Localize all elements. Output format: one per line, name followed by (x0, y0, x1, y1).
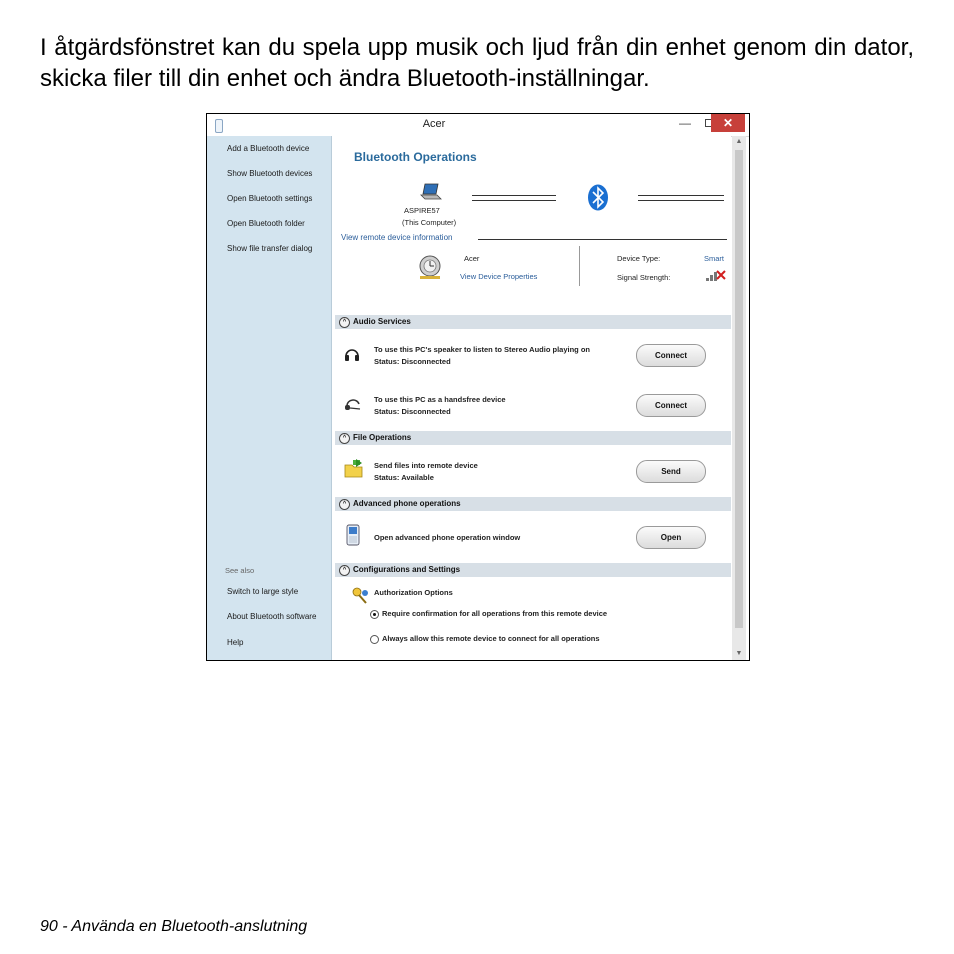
minimize-button[interactable]: — (679, 116, 691, 130)
section-file-operations[interactable] (335, 431, 731, 445)
window-title: Acer (422, 118, 446, 130)
sidebar-item-file-transfer[interactable]: Show file transfer dialog (227, 244, 313, 253)
headphones-icon (344, 345, 360, 363)
signal-strength-label: Signal Strength: (617, 273, 671, 282)
scroll-down-icon[interactable]: ▼ (735, 650, 743, 657)
authorization-icon (350, 587, 370, 605)
bluetooth-icon (587, 184, 609, 211)
option-always-allow[interactable]: Always allow this remote device to connect for all operations (382, 634, 600, 643)
sidebar-item-large-style[interactable]: Switch to large style (227, 587, 299, 596)
page-title: Bluetooth Operations (354, 150, 477, 164)
collapse-icon[interactable]: ^ (339, 499, 350, 510)
laptop-icon (420, 183, 442, 201)
computer-sublabel: (This Computer) (402, 218, 457, 227)
device-type-value: Smart (704, 254, 725, 263)
connection-line (472, 200, 556, 201)
stereo-audio-status: Status: Disconnected (374, 357, 451, 366)
section-label: Configurations and Settings (353, 565, 461, 574)
intro-paragraph: I åtgärdsfönstret kan du spela upp musik och ljud från din enhet genom din dator, skicka filer till din enhet och ändra Bluetooth-inställningar. (40, 34, 914, 92)
computer-name: ASPIRE57 (404, 206, 440, 215)
sidebar-item-help[interactable]: Help (227, 638, 244, 647)
main-content (332, 136, 731, 660)
sidebar-item-add-device[interactable]: Add a Bluetooth device (227, 144, 310, 153)
scroll-thumb[interactable] (735, 150, 743, 628)
headset-icon (344, 396, 362, 412)
section-label: Advanced phone operations (353, 499, 461, 508)
sidebar-item-open-settings[interactable]: Open Bluetooth settings (227, 194, 313, 203)
collapse-icon[interactable]: ^ (339, 433, 350, 444)
connection-line (638, 195, 724, 196)
send-files-status: Status: Available (374, 473, 434, 482)
sidebar (207, 136, 332, 660)
section-advanced-phone[interactable] (335, 497, 731, 511)
remote-device-name: Acer (464, 254, 480, 263)
collapse-icon[interactable]: ^ (339, 565, 350, 576)
page-footer: 90 - Använda en Bluetooth-anslutning (40, 918, 308, 935)
divider-line (478, 239, 727, 240)
divider-line (579, 246, 580, 286)
title-bar (207, 114, 749, 137)
section-label: File Operations (353, 433, 412, 442)
open-phone-window-button[interactable]: Open (636, 526, 706, 549)
send-files-title: Send files into remote device (374, 461, 478, 470)
radio-require-confirmation[interactable] (370, 610, 379, 619)
stereo-audio-title: To use this PC's speaker to listen to Stereo Audio playing on (374, 345, 590, 354)
advanced-phone-title: Open advanced phone operation window (374, 533, 521, 542)
send-button[interactable]: Send (636, 460, 706, 483)
sidebar-item-about[interactable]: About Bluetooth software (227, 612, 317, 621)
collapse-icon[interactable]: ^ (339, 317, 350, 328)
bluetooth-window (206, 113, 750, 661)
send-files-icon (344, 459, 364, 479)
sidebar-item-show-devices[interactable]: Show Bluetooth devices (227, 169, 313, 178)
option-require-confirmation[interactable]: Require confirmation for all operations from this remote device (382, 609, 608, 618)
scroll-up-icon[interactable]: ▲ (735, 138, 743, 145)
remote-device-icon (416, 251, 446, 281)
view-remote-info-link[interactable]: View remote device information (341, 233, 453, 242)
vertical-scrollbar[interactable] (732, 136, 746, 660)
section-label: Audio Services (353, 317, 411, 326)
section-configurations[interactable] (335, 563, 731, 577)
phone-icon (346, 524, 360, 546)
connect-stereo-button[interactable]: Connect (636, 344, 706, 367)
sidebar-item-open-folder[interactable]: Open Bluetooth folder (227, 219, 305, 228)
device-type-label: Device Type: (617, 254, 661, 263)
radio-always-allow[interactable] (370, 635, 379, 644)
connect-handsfree-button[interactable]: Connect (636, 394, 706, 417)
handsfree-status: Status: Disconnected (374, 407, 451, 416)
view-device-properties-link[interactable]: View Device Properties (460, 272, 538, 281)
signal-strength-icon (705, 268, 727, 282)
close-button[interactable]: ✕ (711, 114, 745, 132)
handsfree-title: To use this PC as a handsfree device (374, 395, 506, 404)
see-also-label: See also (225, 566, 255, 575)
connection-line (472, 195, 556, 196)
connection-line (638, 200, 724, 201)
section-audio-services[interactable] (335, 315, 731, 329)
authorization-options-label: Authorization Options (374, 588, 453, 597)
